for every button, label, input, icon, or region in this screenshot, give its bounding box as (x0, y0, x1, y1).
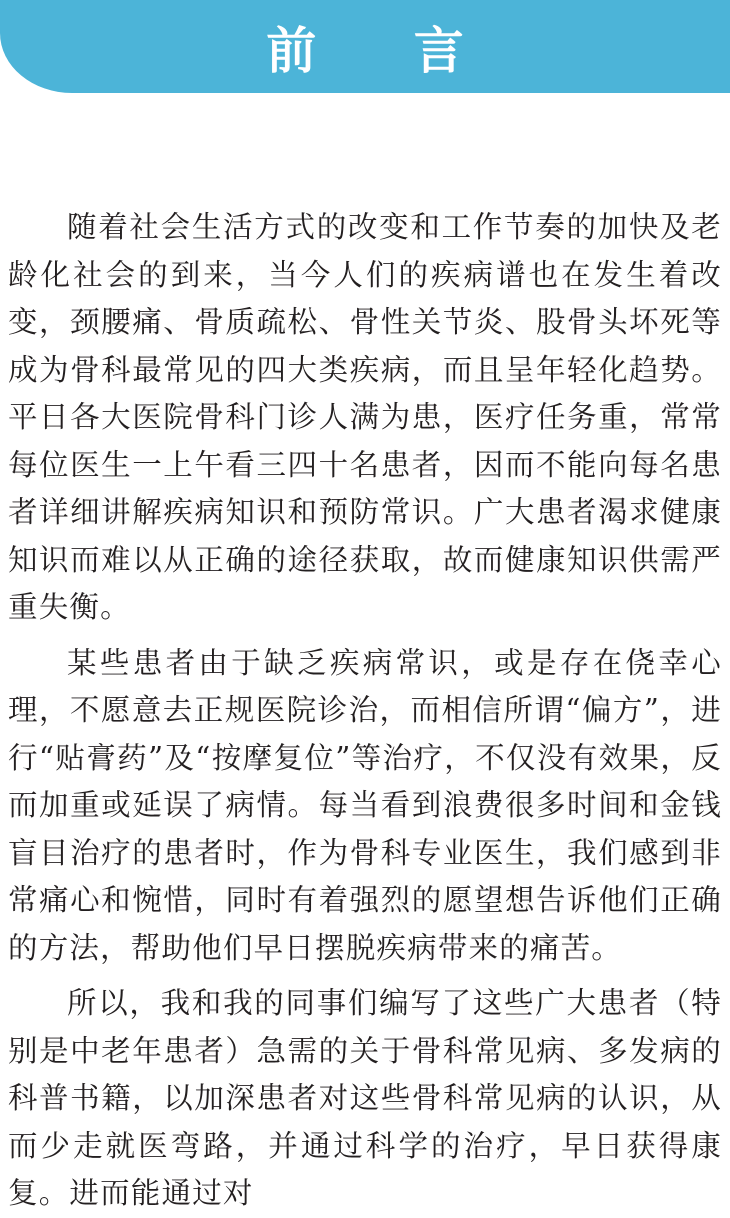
page-title: 前 言 (266, 20, 504, 80)
paragraph-1: 随着社会生活方式的改变和工作节奏的加快及老龄化社会的到来，当今人们的疾病谱也在发生着改变，颈腰痛、骨质疏松、骨性关节炎、股骨头坏死等成为骨科最常见的四大类疾病，而且呈年轻化趋势。平日各大医院骨科门诊人满为患，医疗任务重，常常每位医生一上午看三四十名患者，因而不能向每名患者详细讲解疾病知识和预防常识。广大患者渴求健康知识而难以从正确的途径获取，故而健康知识供需严重失衡。 (8, 210, 722, 624)
preface-body (8, 204, 722, 1218)
paragraph-3: 所以，我和我的同事们编写了这些广大患者（特别是中老年患者）急需的关于骨科常见病、多发病的科普书籍，以加深患者对这些骨科常见病的认识，从而少走就医弯路，并通过科学的治疗，早日获得康复。进而能通过对 (8, 986, 722, 1210)
paragraph-2: 某些患者由于缺乏疾病常识，或是存在侥幸心理，不愿意去正规医院诊治，而相信所谓“偏方”，进行“贴膏药”及“按摩复位”等治疗，不仅没有效果，反而加重或延误了病情。每当看到浪费很多时间和金钱盲目治疗的患者时，作为骨科专业医生，我们感到非常痛心和惋惜，同时有着强烈的愿望想告诉他们正确的方法，帮助他们早日摆脱疾病带来的痛苦。 (8, 645, 722, 965)
